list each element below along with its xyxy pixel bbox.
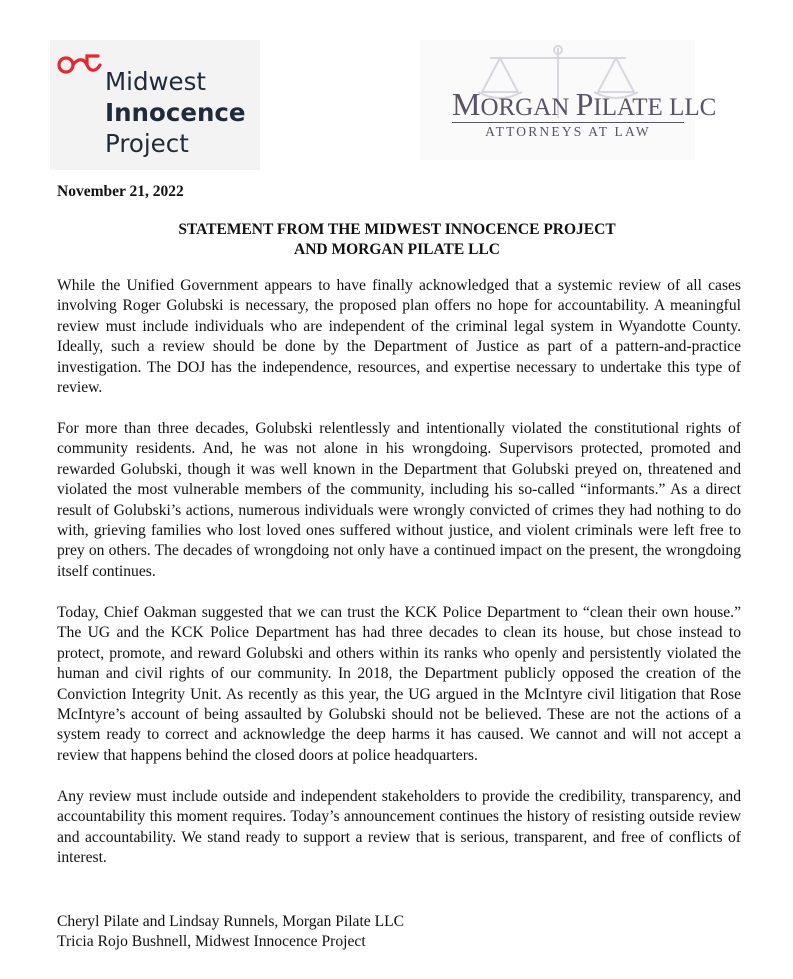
paragraph: While the Unified Government appears to have finally acknowledged that a systemic review of all cases involving Roger Golubski is necessary, the proposed plan offers no hope for accountability. A meaningful review must include individuals who are independent of the criminal legal system in Wyandotte County. Ideally, such a review should be done by the Department of Justice as part of a pattern-and-practice investigation. The DOJ has the independence, resources, and expertise necessary to undertake this type of review.	[57, 277, 741, 397]
firm-tagline: ATTORNEYS AT LAW	[485, 124, 651, 139]
statement-body	[57, 276, 741, 889]
logo-word-project: Project	[105, 129, 189, 158]
statement-date: November 21, 2022	[57, 183, 184, 200]
paragraph: Any review must include outside and independent stakeholders to provide the credibility, transparency, and accountability this moment requires. Today’s announcement continues the history of resisting outside review and accountability. We stand ready to support a review that is serious, transparent, and free of conflicts of interest.	[57, 787, 741, 866]
firm-name: MORGAN PILATE LLC	[452, 86, 717, 122]
signature-line: Cheryl Pilate and Lindsay Runnels, Morgan Pilate LLC	[57, 913, 405, 930]
logo-divider	[452, 122, 684, 123]
morgan-pilate-logo	[420, 40, 717, 160]
midwest-innocence-project-logo	[50, 40, 260, 170]
mip-infinity-mark-icon	[54, 50, 104, 80]
signature-block	[57, 912, 404, 953]
signature-line: Tricia Rojo Bushnell, Midwest Innocence Project	[57, 933, 366, 951]
logo-word-innocence: Innocence	[105, 98, 246, 127]
title-line-2: AND MORGAN PILATE LLC	[294, 241, 500, 258]
statement-title	[57, 220, 737, 260]
title-line-1: STATEMENT FROM THE MIDWEST INNOCENCE PROJECT	[178, 221, 616, 238]
logo-word-midwest: Midwest	[105, 67, 206, 96]
paragraph: Today, Chief Oakman suggested that we can trust the KCK Police Department to “clean their own house.” The UG and the KCK Police Department has had three decades to clean its house, but chose instead to protect, promote, and reward Golubski and others within its ranks who openly and persistently violated the human and civil rights of our community. In 2018, the Department publicly opposed the creation of the Conviction Integrity Unit. As recently as this year, the UG argued in the McIntyre civil litigation that Rose McIntyre’s account of being assaulted by Golubski should not be believed. These are not the actions of a system ready to correct and acknowledge the deep harms it has caused. We cannot and will not accept a review that happens behind the closed doors at police headquarters.	[57, 603, 741, 764]
paragraph: For more than three decades, Golubski relentlessly and intentionally violated the constitutional rights of community residents. And, he was not alone in his wrongdoing. Supervisors protected, promoted and rewarded Golubski, though it was well known in the Department that Golubski preyed on, threatened and violated the most vulnerable members of the community, including his so-called “informants.” As a direct result of Golubski’s actions, numerous individuals were wrongly convicted of crimes they had nothing to do with, grieving families who lost loved ones suffered without justice, and violent criminals were left free to prey on others. The decades of wrongdoing not only have a continued impact on the present, the wrongdoing itself continues.	[57, 420, 741, 580]
